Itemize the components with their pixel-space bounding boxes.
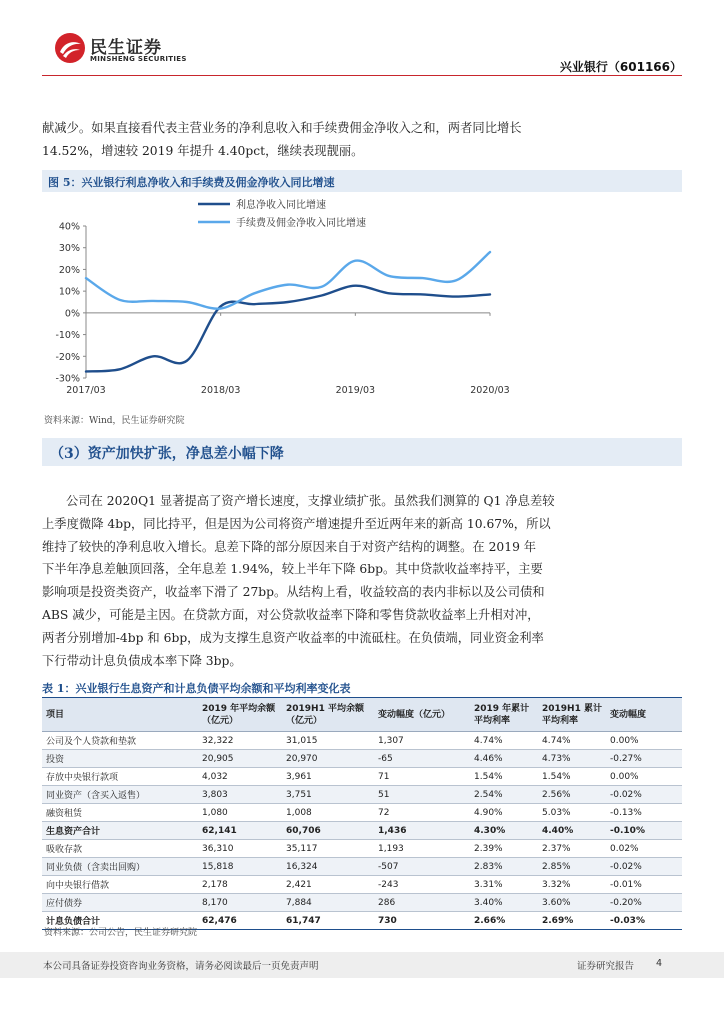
table-cell: 7,884 <box>282 894 374 912</box>
table-header-cell: 变动幅度（亿元） <box>374 698 470 732</box>
table-cell: -507 <box>374 858 470 876</box>
y-tick-label: 40% <box>58 221 80 233</box>
table-cell: 1,307 <box>374 732 470 750</box>
footer-disclaimer: 本公司具备证券投资咨询业务资格，请务必阅读最后一页免责声明 <box>43 961 319 972</box>
table-cell: 0.00% <box>606 768 682 786</box>
table-row <box>42 732 682 750</box>
y-tick-label: -30% <box>55 373 80 385</box>
table-title: 表 1：兴业银行生息资产和计息负债平均余额和平均利率变化表 <box>42 682 351 695</box>
intro-line: 14.52%，增速较 2019 年提升 4.40pct，继续表现靓丽。 <box>42 143 364 158</box>
section-line: 上季度微降 4bp，同比持平，但是因为公司将资产增速提升至近两年来的新高 10.67%，所以 <box>42 516 551 531</box>
row-label: 生息资产合计 <box>42 822 198 840</box>
legend-label: 手续费及佣金净收入同比增速 <box>236 218 366 229</box>
section-line: 公司在 2020Q1 显著提高了资产增长速度，支撑业绩扩张。虽然我们测算的 Q1 净息差较 <box>66 494 555 508</box>
table-cell: -0.02% <box>606 858 682 876</box>
table-cell: -65 <box>374 750 470 768</box>
footer-report-type: 证券研究报告 <box>577 961 635 972</box>
table-cell: 1.54% <box>470 768 538 786</box>
table-row <box>42 894 682 912</box>
x-tick-label: 2018/03 <box>200 385 241 396</box>
table-cell: 2.69% <box>538 912 606 930</box>
table-header-cell: 2019 年平均余额（亿元） <box>198 698 282 732</box>
table-cell: 62,476 <box>198 912 282 930</box>
y-tick-label: -10% <box>55 330 80 342</box>
table-cell: -0.20% <box>606 894 682 912</box>
fee-income-growth-line <box>86 252 490 309</box>
row-label: 计息负债合计 <box>42 912 198 930</box>
table-cell: 1,008 <box>282 804 374 822</box>
logo-text-en: MINSHENG SECURITIES <box>90 55 187 63</box>
section-heading-bar <box>42 438 682 466</box>
header-divider <box>42 75 682 76</box>
x-tick-label: 2019/03 <box>335 385 376 396</box>
table-cell: 1,193 <box>374 840 470 858</box>
table-row <box>42 840 682 858</box>
y-tick-label: 0% <box>64 308 80 320</box>
table-header-cell: 2019H1 累计平均利率 <box>538 698 606 732</box>
table-cell: 4.74% <box>538 732 606 750</box>
company-name: 兴业银行（601166） <box>559 60 682 74</box>
table-cell: 31,015 <box>282 732 374 750</box>
table-cell: 730 <box>374 912 470 930</box>
section-title: （3）资产加快扩张，净息差小幅下降 <box>50 446 284 462</box>
table-cell: 1,436 <box>374 822 470 840</box>
table-cell: 2.83% <box>470 858 538 876</box>
table-cell: 3.60% <box>538 894 606 912</box>
table-cell: -0.27% <box>606 750 682 768</box>
section-line: 下行带动计息负债成本率下降 3bp。 <box>42 653 242 668</box>
table-header-cell: 变动幅度 <box>606 698 682 732</box>
table-cell: -0.02% <box>606 786 682 804</box>
table-cell: 3,751 <box>282 786 374 804</box>
figure-title-bar <box>42 170 682 192</box>
y-tick-label: 10% <box>58 286 80 298</box>
legend-label: 利息净收入同比增速 <box>236 200 326 211</box>
table-header-row <box>42 698 682 732</box>
table-cell: -0.10% <box>606 822 682 840</box>
table-cell: 2,421 <box>282 876 374 894</box>
table-cell: -0.03% <box>606 912 682 930</box>
section-line: 维持了较快的净利息收入增长。息差下降的部分原因来自于对资产结构的调整。在 2019 年 <box>42 539 537 554</box>
intro-line: 献减少。如果直接看代表主营业务的净利息收入和手续费佣金净收入之和，两者同比增长 <box>42 121 522 135</box>
section-paragraph <box>42 490 682 672</box>
table-row <box>42 822 682 840</box>
figure-source: 资料来源：Wind，民生证券研究院 <box>44 416 185 426</box>
row-label: 同业负债（含卖出回购） <box>42 858 198 876</box>
page-header <box>0 0 724 76</box>
table-cell: 2,178 <box>198 876 282 894</box>
y-tick-label: 30% <box>58 243 80 255</box>
section-line: 下半年净息差触顶回落，全年息差 1.94%，较上半年下降 6bp。其中贷款收益率持平，主要 <box>42 562 543 577</box>
table-cell: 61,747 <box>282 912 374 930</box>
page-number: 4 <box>656 958 663 969</box>
table-cell: 4.73% <box>538 750 606 768</box>
interest-table <box>42 697 682 930</box>
table-cell: 20,905 <box>198 750 282 768</box>
table-cell: 2.54% <box>470 786 538 804</box>
table-cell: 62,141 <box>198 822 282 840</box>
table-cell: 2.37% <box>538 840 606 858</box>
minsheng-logo-icon <box>54 32 86 64</box>
figure-title: 图 5：兴业银行利息净收入和手续费及佣金净收入同比增速 <box>48 176 335 189</box>
table-cell: 3.40% <box>470 894 538 912</box>
table-cell: -0.13% <box>606 804 682 822</box>
x-tick-label: 2020/03 <box>470 385 510 396</box>
table-cell: 36,310 <box>198 840 282 858</box>
table-header-cell: 项目 <box>42 698 198 732</box>
table-cell: 20,970 <box>282 750 374 768</box>
table-cell: 32,322 <box>198 732 282 750</box>
table-cell: 0.00% <box>606 732 682 750</box>
table-row <box>42 786 682 804</box>
row-label: 同业资产（含买入返售） <box>42 786 198 804</box>
row-label: 吸收存款 <box>42 840 198 858</box>
table-cell: -0.01% <box>606 876 682 894</box>
section-line: ABS 减少，可能是主因。在贷款方面，对公贷款收益率下降和零售贷款收益率上升相对冲， <box>42 607 540 622</box>
table-cell: 2.56% <box>538 786 606 804</box>
table-cell: 4.30% <box>470 822 538 840</box>
row-label: 融资租赁 <box>42 804 198 822</box>
table-cell: 2.66% <box>470 912 538 930</box>
table-cell: 5.03% <box>538 804 606 822</box>
table-cell: 35,117 <box>282 840 374 858</box>
interest-income-growth-line <box>86 286 490 372</box>
table-cell: 15,818 <box>198 858 282 876</box>
table-cell: 4.40% <box>538 822 606 840</box>
table-cell: 3,961 <box>282 768 374 786</box>
table-cell: 3.31% <box>470 876 538 894</box>
table-cell: 2.85% <box>538 858 606 876</box>
table-cell: 72 <box>374 804 470 822</box>
logo-text-cn: 民生证券 <box>90 38 162 58</box>
table-cell: 3,803 <box>198 786 282 804</box>
table-row <box>42 804 682 822</box>
row-label: 应付债券 <box>42 894 198 912</box>
table-header-cell: 2019H1 平均余额（亿元） <box>282 698 374 732</box>
table-cell: -243 <box>374 876 470 894</box>
table-cell: 51 <box>374 786 470 804</box>
table-cell: 4.46% <box>470 750 538 768</box>
x-tick-label: 2017/03 <box>66 385 106 396</box>
table-cell: 4.90% <box>470 804 538 822</box>
table-header-cell: 2019 年累计平均利率 <box>470 698 538 732</box>
table-cell: 1,080 <box>198 804 282 822</box>
row-label: 公司及个人贷款和垫款 <box>42 732 198 750</box>
y-tick-label: -20% <box>55 351 80 363</box>
section-line: 两者分别增加-4bp 和 6bp，成为支撑生息资产收益率的中流砥柱。在负债端，同业资金利率 <box>42 630 544 645</box>
table-cell: 2.39% <box>470 840 538 858</box>
table-cell: 8,170 <box>198 894 282 912</box>
table-cell: 3.32% <box>538 876 606 894</box>
table-cell: 16,324 <box>282 858 374 876</box>
table-row <box>42 750 682 768</box>
section-line: 影响项是投资类资产，收益率下滑了 27bp。从结构上看，收益较高的表内非标以及公司债和 <box>42 585 545 600</box>
table-cell: 60,706 <box>282 822 374 840</box>
growth-line-chart <box>42 192 522 404</box>
table-cell: 0.02% <box>606 840 682 858</box>
intro-paragraph <box>42 117 682 163</box>
table-row <box>42 858 682 876</box>
table-row <box>42 876 682 894</box>
table-source: 资料来源：公司公告，民生证券研究院 <box>44 928 198 938</box>
y-tick-label: 20% <box>58 264 80 276</box>
row-label: 投资 <box>42 750 198 768</box>
row-label: 存放中央银行款项 <box>42 768 198 786</box>
table-cell: 4.74% <box>470 732 538 750</box>
table-row <box>42 768 682 786</box>
table-cell: 71 <box>374 768 470 786</box>
table-cell: 4,032 <box>198 768 282 786</box>
row-label: 向中央银行借款 <box>42 876 198 894</box>
table-cell: 1.54% <box>538 768 606 786</box>
table-cell: 286 <box>374 894 470 912</box>
